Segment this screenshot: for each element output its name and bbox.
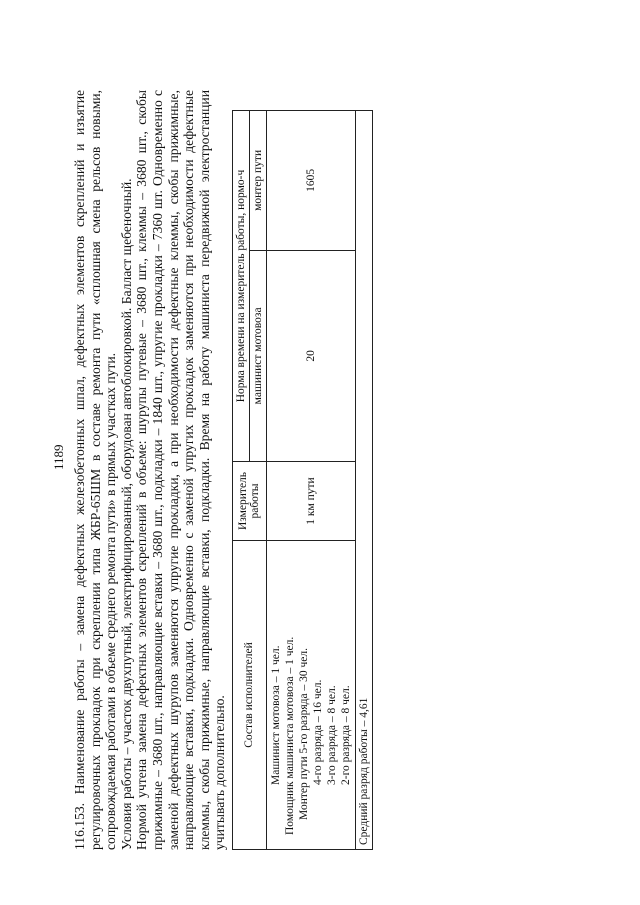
staff-line: Монтер пути 5-го разряда – 30 чел.	[297, 648, 310, 820]
staff-line: Машинист мотовоза – 1 чел.	[269, 645, 282, 785]
unit-value: 1 км пути	[266, 462, 355, 541]
staff-line: 2-го разряда – 8 чел.	[339, 685, 352, 785]
header-unit: Измеритель работы	[232, 462, 266, 541]
table-header-row	[232, 111, 249, 850]
rotated-page-content	[72, 90, 452, 850]
staff-list	[266, 541, 355, 850]
norm-table	[232, 110, 373, 850]
staff-line: 4-го разряда – 16 чел.	[311, 679, 324, 785]
staff-line: 3-го разряда – 8 чел.	[325, 685, 338, 785]
paragraph-work-name: 116.153. Наименование работы – замена дефектных железобетонных шпал, дефектных элементов скреплений и изъятие регулировочных прокладок при скреплении типа ЖБР-65ШМ в составе ремонта пути «сплошная смена рельсов новыми, сопровождаемая работами в объеме среднего ремонта пути» в прямых участках пути.	[72, 90, 119, 850]
header-staff: Состав исполнителей	[232, 541, 266, 850]
header-driver: машинист мотовоза	[249, 250, 266, 461]
staff-line: Помощник машиниста мотовоза – 1 чел.	[283, 636, 296, 835]
page-number: 1189	[51, 444, 66, 470]
table-row	[266, 111, 355, 850]
driver-norm-value: 20	[266, 250, 355, 461]
paragraph-norm-scope: Нормой учтена замена дефектных элементов скреплений в объеме: шурупы путевые – 3680 шт., клеммы – 3680 шт., скобы прижимные – 3680 шт., направляющие вставки – 3680 шт., подкладки – 1840 шт., упругие прокладки – 7360 шт. Одновременно с заменой дефектных шурупов заменяются упругие прокладки, а при необходимости дефектные клеммы, скобы прижимные, направляющие вставки, подкладки. Одновременно с заменой упругих прокладок заменяются при необходимости дефектные клеммы, скобы прижимные, направляющие вставки, подкладки. Время на работу машиниста передвижной электростанции учитывать дополнительно.	[134, 90, 228, 850]
table-row-avg	[355, 111, 372, 850]
header-norm: Норма времени на измеритель работы, нормо-ч	[232, 111, 249, 462]
body-text	[72, 90, 228, 850]
header-fitter: монтер пути	[249, 111, 266, 251]
average-rank: Средний разряд работы – 4,61	[355, 111, 372, 850]
paragraph-conditions: Условия работы – участок двухпутный, электрифицированный, оборудован автоблокировкой. Балласт щебеночный.	[118, 178, 134, 850]
fitter-norm-value: 1605	[266, 111, 355, 251]
